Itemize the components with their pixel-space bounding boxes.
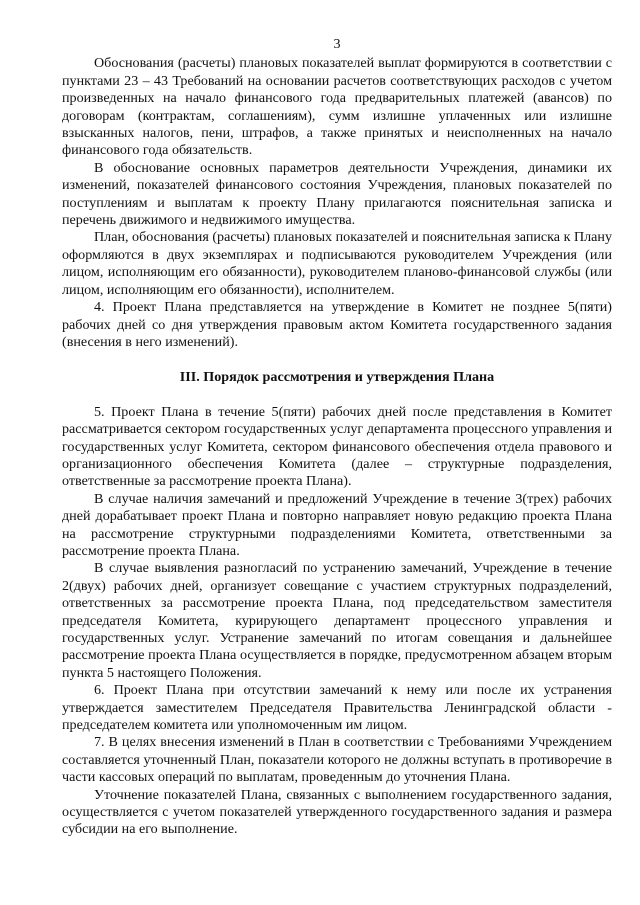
paragraph-item-7: 7. В целях внесения изменений в План в соответствии с Требованиями Учреждением составляется уточненный План, показатели которого не должны вступать в противоречие в части кассовых операций по выплатам, проведенным до уточнения Плана.	[62, 734, 612, 786]
section-title: III. Порядок рассмотрения и утверждения Плана	[179, 369, 495, 386]
paragraph-item-5: 5. Проект Плана в течение 5(пяти) рабочих дней после представления в Комитет рассматривается сектором государственных услуг департамента процессного управления и государственных услуг Комитета, сектором финансового обеспечения отдела правового и организационного обеспечения Комитета (далее – структурные подразделения, ответственные за рассмотрение проекта Плана).	[62, 403, 612, 490]
page-number: 3	[333, 36, 341, 52]
paragraph-explanatory-note: В обоснование основных параметров деятельности Учреждения, динамики их изменений, показателей финансового состояния Учреждения, плановых показателей по поступлениям и выплатам к проекту Плану прилагаются пояснительная записка и перечень движимого и недвижимого имущества.	[62, 159, 612, 229]
paragraph-plan-signing: План, обоснования (расчеты) плановых показателей и пояснительная записка к Плану оформляются в двух экземплярах и подписываются руководителем Учреждения (или лицом, исполняющим его обязанности), руководителем планово-финансовой службы (или лицом, исполняющим его обязанности), исполнителем.	[62, 229, 613, 298]
paragraph-item-6: 6. Проект Плана при отсутствии замечаний к нему или после их устранения утверждается заместителем Председателя Правительства Ленинградской области - председателем комитета или уполномоченным им лицом.	[62, 682, 612, 734]
paragraph-clarification: Уточнение показателей Плана, связанных с выполнением государственного задания, осуществляется с учетом показателей утвержденного государственного задания и размера субсидии на его выполнение.	[62, 786, 612, 838]
paragraph-justifications: Обоснования (расчеты) плановых показателей выплат формируются в соответствии с пунктами 23 – 43 Требований на основании расчетов соответствующих расходов с учетом произведенных на начало финансового года предварительных платежей (авансов) по договорам (контрактам, соглашениям), сумм излишне уплаченных или излишне взысканных налогов, пени, штрафов, а также принятых и неисполненных на начало финансового года обязательств.	[62, 55, 612, 159]
paragraph-disagreements: В случае выявления разногласий по устранению замечаний, Учреждение в течение 2(двух) рабочих дней, организует совещание с участием структурных подразделений, ответственных за рассмотрение проекта Плана, под председательством заместителя председателя Комитета, курирующего департамент процессного управления и государственных услуг. Устранение замечаний по итогам совещания и дальнейшее рассмотрение проекта Плана осуществляется в порядке, предусмотренном абзацем вторым пункта 5 настоящего Положения.	[62, 560, 612, 681]
paragraph-item-4: 4. Проект Плана представляется на утверждение в Комитет не позднее 5(пяти) рабочих дней со дня утверждения правовым актом Комитета государственного задания (внесения в него изменений).	[62, 299, 612, 350]
paragraph-remarks: В случае наличия замечаний и предложений Учреждение в течение 3(трех) рабочих дней дорабатывает проект Плана и повторно направляет новую редакцию проекта Плана на рассмотрение структурными подразделениями Комитета, ответственными за рассмотрение проекта Плана.	[62, 490, 612, 559]
